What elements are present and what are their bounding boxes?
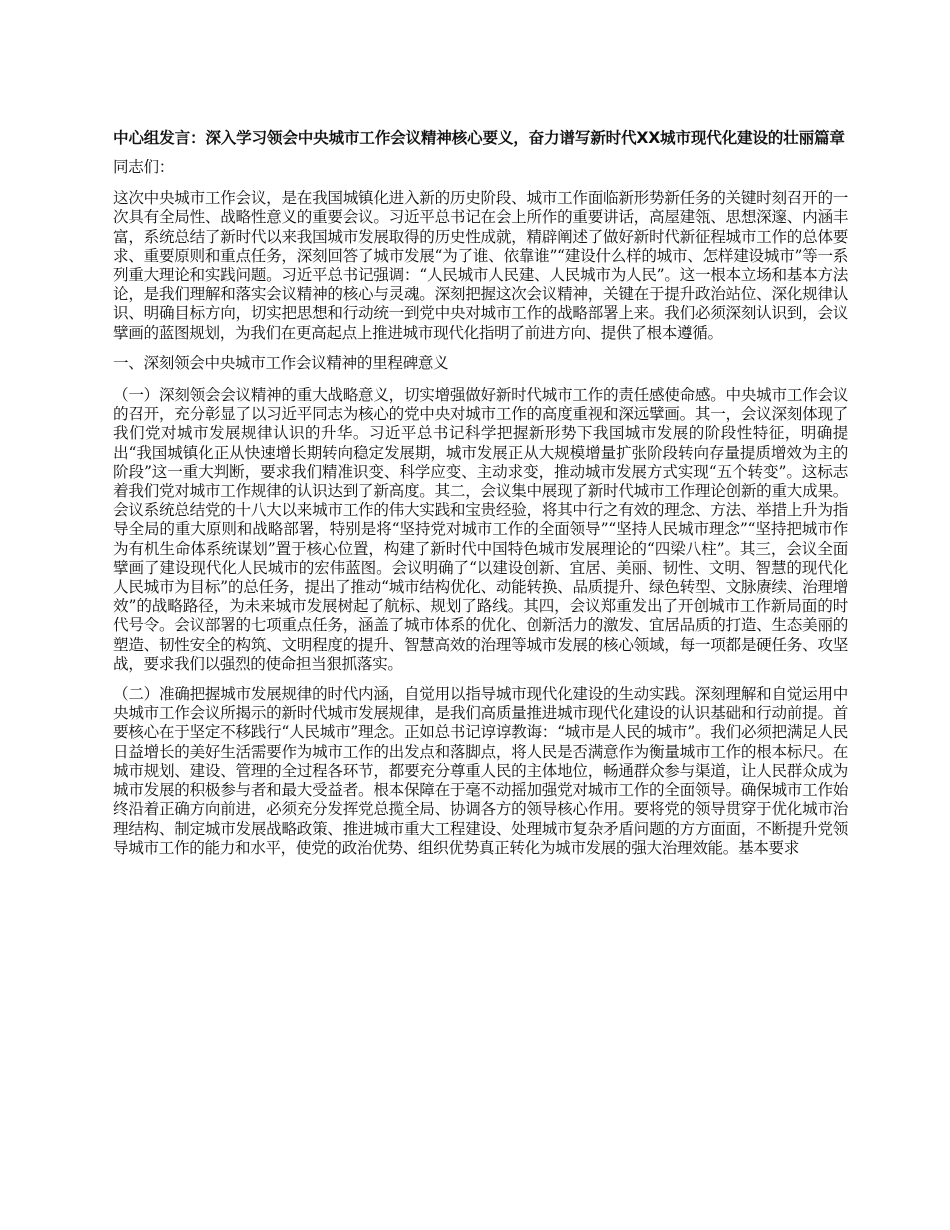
document-page <box>113 128 848 869</box>
section-heading: 一、深刻领会中央城市工作会议精神的里程碑意义 <box>113 353 449 372</box>
body-paragraph: （一）深刻领会会议精神的重大战略意义，切实增强做好新时代城市工作的责任感使命感。中央城市工作会议的召开，充分彰显了以习近平同志为核心的党中央对城市工作的高度重视和深远擘画。其一，会议深刻体现了我们党对城市发展规律认识的升华。习近平总书记科学把握新形势下我国城市发展的阶段性特征，明确提出“我国城镇化正从快速增长期转向稳定发展期，城市发展正从大规模增量扩张阶段转向存量提质增效为主的阶段”这一重大判断，要求我们精准识变、科学应变、主动求变，推动城市发展方式实现“五个转变”。这标志着我们党对城市工作规律的认识达到了新高度。其二，会议集中展现了新时代城市工作理论创新的重大成果。会议系统总结党的十八大以来城市工作的伟大实践和宝贵经验，将其中行之有效的理念、方法、举措上升为指导全局的重大原则和战略部署，特别是将“坚持党对城市工作的全面领导”“坚持人民城市理念”“坚持把城市作为有机生命体系统谋划”置于核心位置，构建了新时代中国特色城市发展理论的“四梁八柱”。其三，会议全面擘画了建设现代化人民城市的宏伟蓝图。会议明确了“以建设创新、宜居、美丽、韧性、文明、智慧的现代化人民城市为目标”的总任务，提出了推动“城市结构优化、动能转换、品质提升、绿色转型、文脉赓续、治理增效”的战略路径，为未来城市发展树起了航标、规划了路线。其四，会议郑重发出了开创城市工作新局面的时代号令。会议部署的七项重点任务，涵盖了城市体系的优化、创新活力的激发、宜居品质的打造、生态美丽的塑造、韧性安全的构筑、文明程度的提升、智慧高效的治理等城市发展的核心领域，每一项都是硬任务、攻坚战，要求我们以强烈的使命担当狠抓落实。 <box>113 386 848 673</box>
intro-paragraph: 这次中央城市工作会议，是在我国城镇化进入新的历史阶段、城市工作面临新形势新任务的关键时刻召开的一次具有全局性、战略性意义的重要会议。习近平总书记在会上所作的重要讲话，高屋建瓴、思想深邃、内涵丰富，系统总结了新时代以来我国城市发展取得的历史性成就，精辟阐述了做好新时代新征程城市工作的总体要求、重要原则和重点任务，深刻回答了城市发展“为了谁、依靠谁”“建设什么样的城市、怎样建设城市”等一系列重大理论和实践问题。习近平总书记强调：“人民城市人民建、人民城市为人民”。这一根本立场和基本方法论，是我们理解和落实会议精神的核心与灵魂。深刻把握这次会议精神，关键在于提升政治站位、深化规律认识、明确目标方向，切实把思想和行动统一到党中央对城市工作的战略部署上来。我们必须深刻认识到，会议擘画的蓝图规划，为我们在更高起点上推进城市现代化指明了前进方向、提供了根本遵循。 <box>113 189 848 342</box>
document-title: 中心组发言：深入学习领会中央城市工作会议精神核心要义，奋力谱写新时代XX城市现代化建设的壮丽篇章 <box>113 129 845 147</box>
body-paragraph: （二）准确把握城市发展规律的时代内涵，自觉用以指导城市现代化建设的生动实践。深刻理解和自觉运用中央城市工作会议所揭示的新时代城市发展规律，是我们高质量推进城市现代化建设的认识基础和行动前提。首要核心在于坚定不移践行“人民城市”理念。正如总书记谆谆教诲：“城市是人民的城市”。我们必须把满足人民日益增长的美好生活需要作为城市工作的出发点和落脚点，将人民是否满意作为衡量城市工作的根本标尺。在城市规划、建设、管理的全过程各环节，都要充分尊重人民的主体地位，畅通群众参与渠道，让人民群众成为城市发展的积极参与者和最大受益者。根本保障在于毫不动摇加强党对城市工作的全面领导。确保城市工作始终沿着正确方向前进，必须充分发挥党总揽全局、协调各方的领导核心作用。要将党的领导贯穿于优化城市治理结构、制定城市发展战略政策、推进城市重大工程建设、处理城市复杂矛盾问题的方方面面，不断提升党领导城市工作的能力和水平，使党的政治优势、组织优势真正转化为城市发展的强大治理效能。基本要求 <box>113 685 848 857</box>
salutation: 同志们： <box>113 158 174 176</box>
